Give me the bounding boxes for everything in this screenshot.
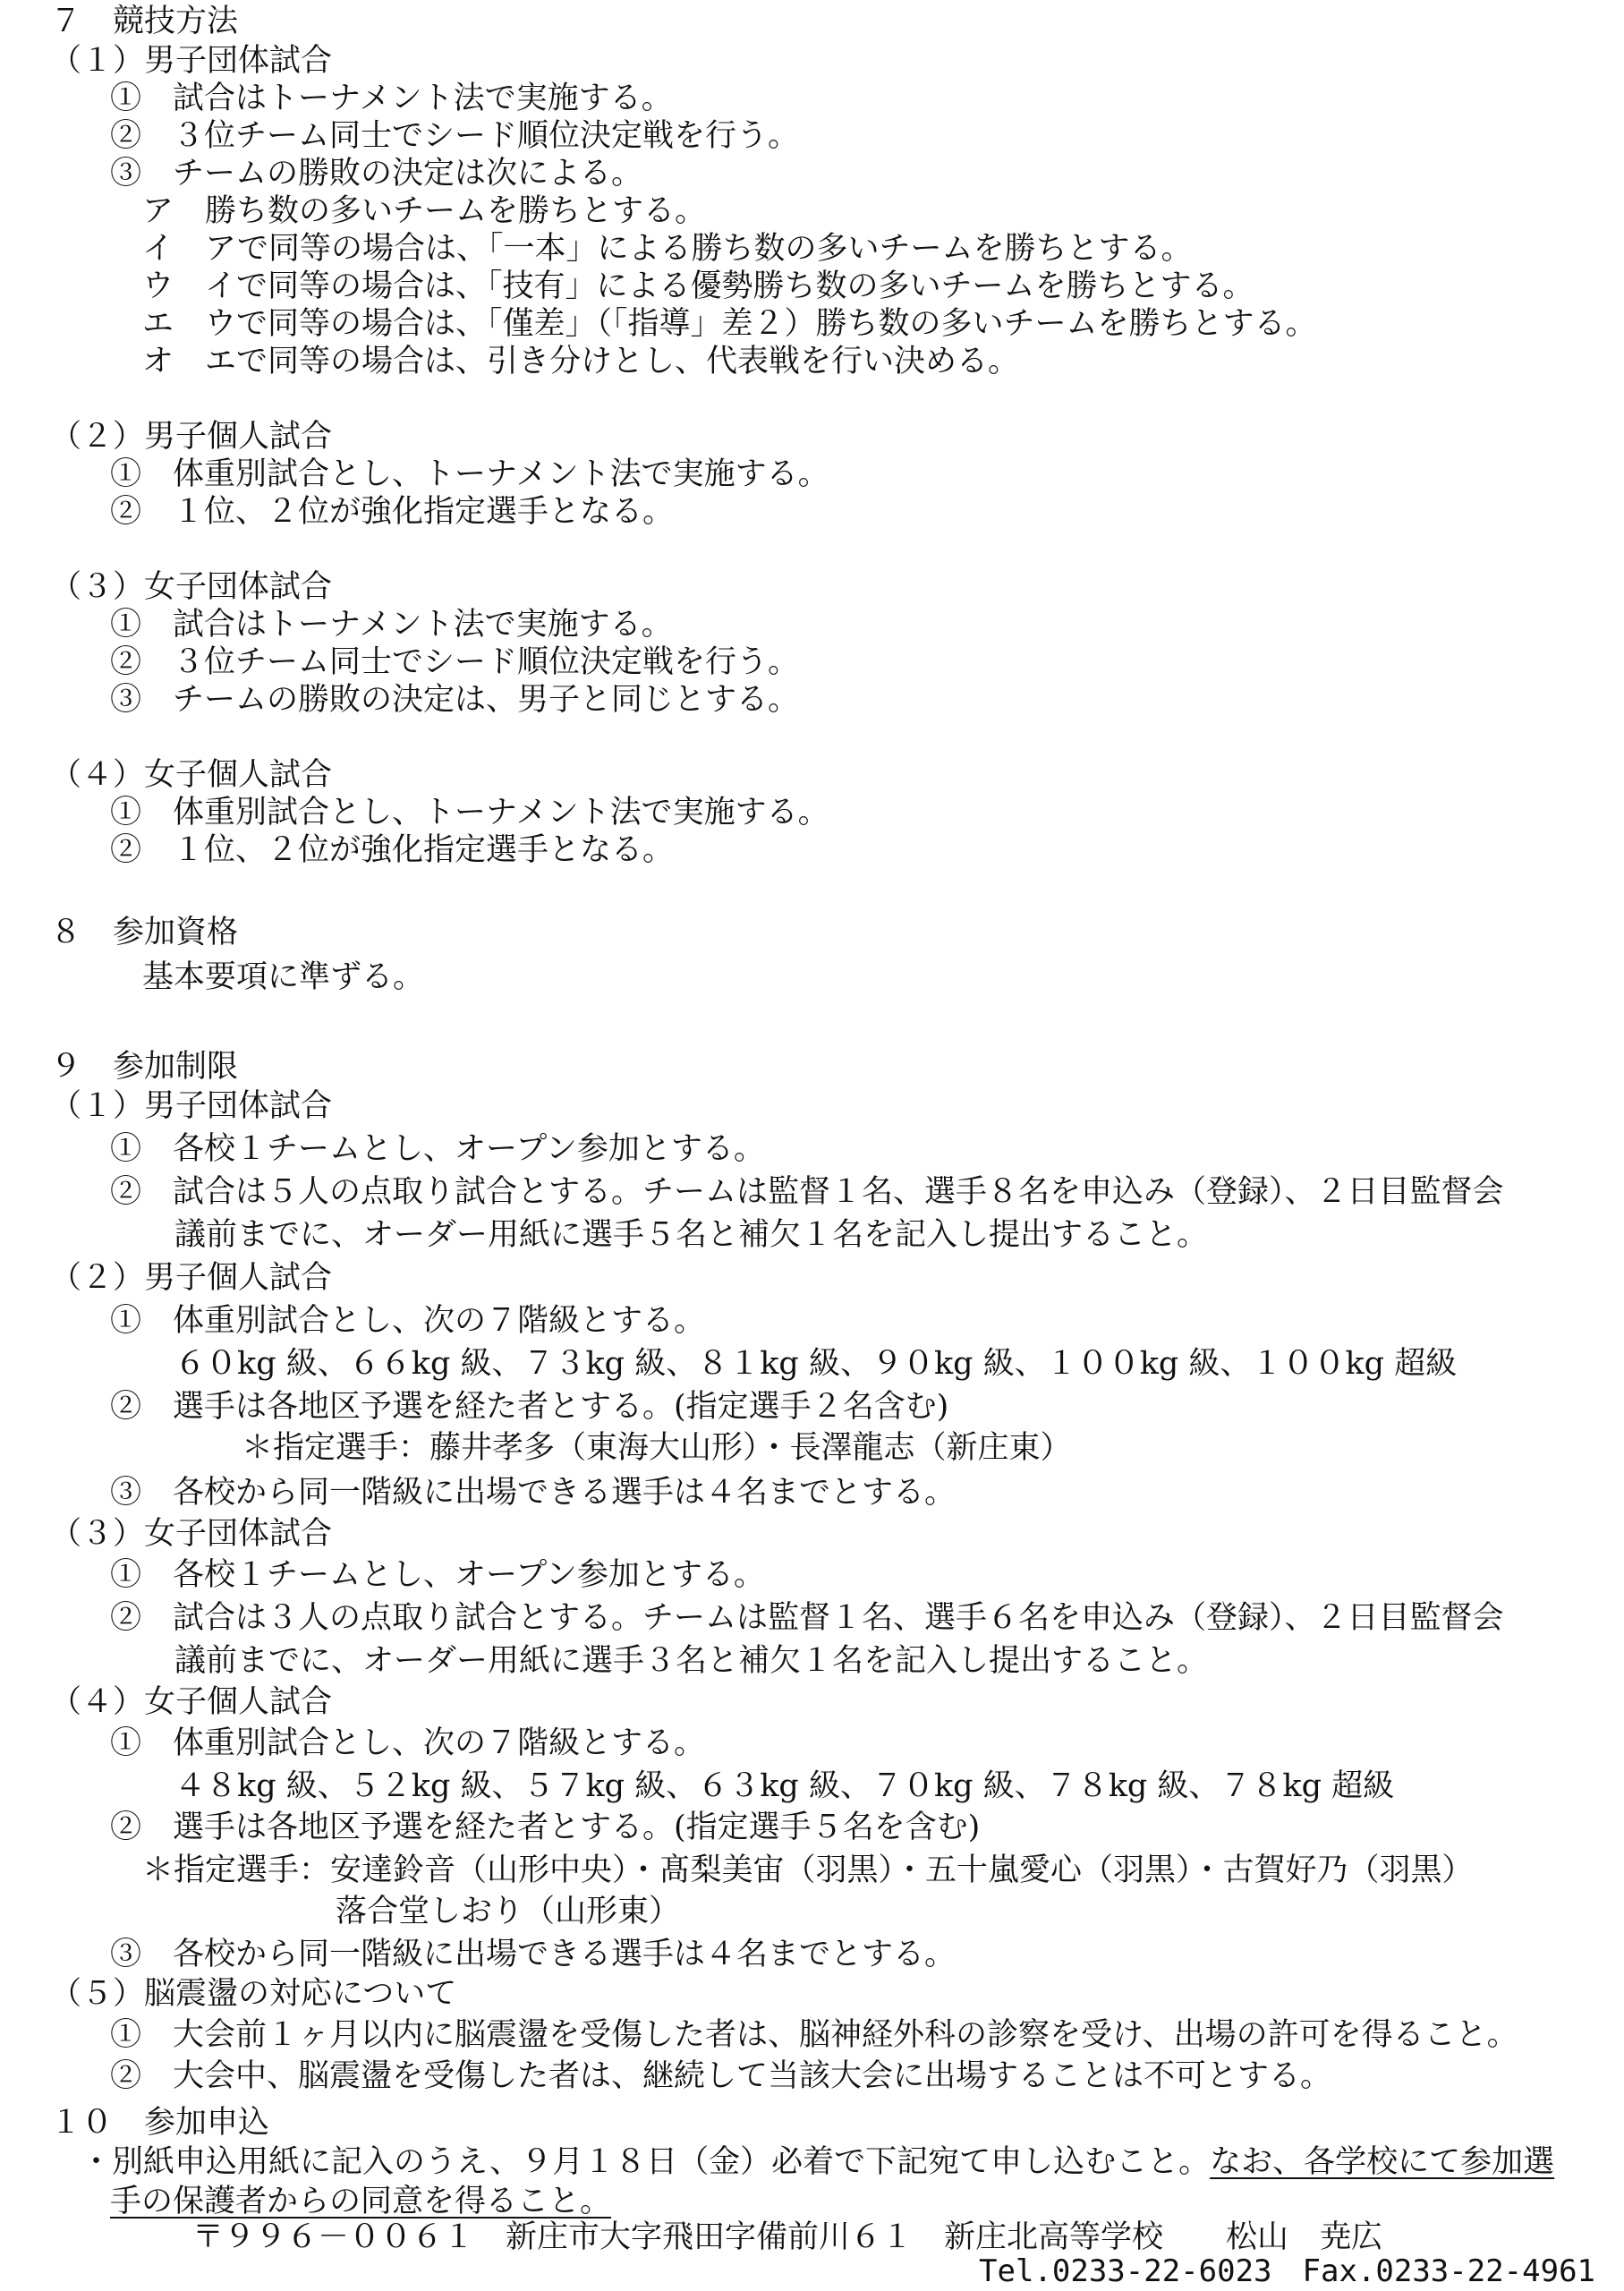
s10-address: 〒９９６－００６１ 新庄市大字飛田字備前川６１ 新庄北高等学校 松山 尭広 — [192, 2219, 1383, 2255]
s9-p3-item2: ② 試合は３人の点取り試合とする。チームは監督１名、選手６名を申込み（登録）、２日目監督会 — [110, 1600, 1504, 1636]
s9-p3-item2-cont: 議前までに、オーダー用紙に選手３名と補欠１名を記入し提出すること。 — [174, 1643, 1209, 1679]
section-7-heading: ７ 競技方法 — [50, 4, 239, 39]
s7-p2-title: （２）男子個人試合 — [50, 419, 333, 455]
s7-p3-title: （３）女子団体試合 — [50, 569, 333, 605]
s9-p5-title: （５）脳震盪の対応について — [50, 1976, 457, 2012]
s7-p1-sub-e: エ ウで同等の場合は、「僅差」（「指導」差２）勝ち数の多いチームを勝ちとする。 — [142, 306, 1317, 342]
s9-p5-item2: ② 大会中、脳震盪を受傷した者は、継続して当該大会に出場することは不可とする。 — [110, 2058, 1332, 2094]
s9-p1-item2-cont: 議前までに、オーダー用紙に選手５名と補欠１名を記入し提出すること。 — [174, 1217, 1209, 1253]
s9-p4-title: （４）女子個人試合 — [50, 1684, 333, 1720]
s7-p2-item2: ② １位、２位が強化指定選手となる。 — [110, 494, 675, 530]
s9-p3-item1: ① 各校１チームとし、オープン参加とする。 — [110, 1557, 765, 1593]
s7-p4-title: （４）女子個人試合 — [50, 757, 333, 793]
s9-p2-weight-classes: ６０kg 級、６６kg 級、７３kg 級、８１kg 級、９０kg 級、１００kg 級、１００kg 超級 — [174, 1346, 1458, 1382]
s9-p1-item1: ① 各校１チームとし、オープン参加とする。 — [110, 1131, 765, 1167]
s7-p1-sub-u: ウ イで同等の場合は、「技有」による優勢勝ち数の多いチームを勝ちとする。 — [142, 268, 1254, 304]
s7-p3-item2: ② ３位チーム同士でシード順位決定戦を行う。 — [110, 644, 800, 680]
section-9-heading: ９ 参加制限 — [50, 1049, 239, 1085]
s7-p1-sub-a: ア 勝ち数の多いチームを勝ちとする。 — [142, 193, 707, 229]
s9-p2-designated: ＊指定選手：藤井孝多（東海大山形）・長澤龍志（新庄東） — [242, 1430, 1072, 1466]
s9-p2-title: （２）男子個人試合 — [50, 1260, 333, 1296]
s9-p2-item2: ② 選手は各地区予選を経た者とする。(指定選手２名含む) — [110, 1389, 949, 1425]
s7-p1-title: （１）男子団体試合 — [50, 43, 333, 79]
s10-consent-note-cont-text: 手の保護者からの同意を得ること。 — [110, 2184, 612, 2219]
s10-consent-note-cont — [110, 2182, 611, 2221]
s9-p4-weight-classes: ４８kg 級、５２kg 級、５７kg 級、６３kg 級、７０kg 級、７８kg 級、７８kg 超級 — [174, 1768, 1395, 1804]
s10-contact: Tel.0233-22-6023 Fax.0233-22-4961 — [979, 2253, 1596, 2289]
s7-p1-item3: ③ チームの勝敗の決定は次による。 — [110, 156, 643, 192]
section-8-heading: ８ 参加資格 — [50, 915, 239, 950]
s9-p1-item2: ② 試合は５人の点取り試合とする。チームは監督１名、選手８名を申込み（登録）、２日目監督会 — [110, 1174, 1504, 1210]
s9-p1-title: （１）男子団体試合 — [50, 1088, 333, 1124]
s10-instruction-text: ・別紙申込用紙に記入のうえ、９月１８日（金）必着で下記宛て申し込むこと。 — [81, 2144, 1211, 2180]
s7-p1-item2: ② ３位チーム同士でシード順位決定戦を行う。 — [110, 118, 800, 154]
s7-p2-item1: ① 体重別試合とし、トーナメント法で実施する。 — [110, 456, 829, 492]
s10-instruction — [81, 2142, 1554, 2182]
s9-p5-item1: ① 大会前１ヶ月以内に脳震盪を受傷した者は、脳神経外科の診察を受け、出場の許可を得ること。 — [110, 2017, 1518, 2053]
s9-p4-item1: ① 体重別試合とし、次の７階級とする。 — [110, 1725, 706, 1761]
s9-p4-item3: ③ 各校から同一階級に出場できる選手は４名までとする。 — [110, 1937, 957, 1972]
s7-p1-sub-i: イ アで同等の場合は、「一本」による勝ち数の多いチームを勝ちとする。 — [142, 231, 1193, 267]
section-10-heading: １０ 参加申込 — [50, 2105, 270, 2141]
s9-p3-title: （３）女子団体試合 — [50, 1516, 333, 1552]
s9-p2-item1: ① 体重別試合とし、次の７階級とする。 — [110, 1303, 706, 1339]
s7-p4-item2: ② １位、２位が強化指定選手となる。 — [110, 832, 675, 868]
s7-p4-item1: ① 体重別試合とし、トーナメント法で実施する。 — [110, 795, 829, 830]
s7-p1-item1: ① 試合はトーナメント法で実施する。 — [110, 81, 673, 116]
s9-p4-item2: ② 選手は各地区予選を経た者とする。(指定選手５名を含む) — [110, 1810, 981, 1845]
s9-p2-item3: ③ 各校から同一階級に出場できる選手は４名までとする。 — [110, 1475, 957, 1511]
s7-p1-sub-o: オ エで同等の場合は、引き分けとし、代表戦を行い決める。 — [142, 344, 1020, 379]
s9-p4-designated: ＊指定選手：安達鈴音（山形中央）・髙梨美宙（羽黒）・五十嵐愛心（羽黒）・古賀好乃（羽黒） — [142, 1852, 1474, 1888]
s9-p4-designated-cont: 落合堂しおり（山形東） — [336, 1894, 681, 1929]
s7-p3-item1: ① 試合はトーナメント法で実施する。 — [110, 607, 673, 643]
s7-p3-item3: ③ チームの勝敗の決定は、男子と同じとする。 — [110, 682, 800, 718]
s8-body: 基本要項に準ずる。 — [142, 959, 425, 995]
s10-consent-note: なお、各学校にて参加選 — [1210, 2144, 1555, 2180]
